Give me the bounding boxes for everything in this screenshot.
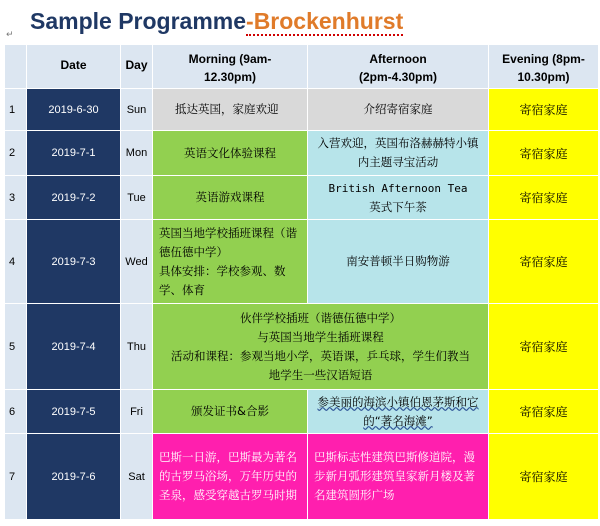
row-index: 7: [5, 434, 27, 520]
row-day: Tue: [121, 176, 153, 220]
header-evening-line1: Evening (8pm-: [502, 52, 585, 66]
fullday-activity: [153, 304, 489, 390]
morning-activity: [153, 89, 308, 131]
table-row: [5, 220, 599, 304]
activity-line: 具体安排：学校参观、数学、体育: [159, 263, 286, 297]
row-index: 6: [5, 390, 27, 434]
evening-activity: 寄宿家庭: [489, 434, 599, 520]
header-date: Date: [27, 45, 121, 89]
page-title: [30, 6, 403, 36]
afternoon-activity: [308, 434, 489, 520]
morning-activity: [153, 131, 308, 176]
paragraph-mark: ↵: [6, 30, 14, 40]
afternoon-activity: [308, 176, 489, 220]
activity-line: 参美丽的海滨小镇伯恩茅斯和它的“著名海滩”: [317, 394, 479, 428]
row-day: Sat: [121, 434, 153, 520]
row-index: 5: [5, 304, 27, 390]
header-evening: [489, 45, 599, 89]
title-main: Sample Programme: [30, 8, 247, 34]
row-date: 2019-6-30: [27, 89, 121, 131]
activity-line: 颁发证书&合影: [191, 404, 269, 418]
header-afternoon-line2: (2pm-4.30pm): [358, 70, 438, 84]
activity-line: 英国当地学校插班课程（谐德伍德中学）: [159, 225, 297, 259]
table-row: [5, 176, 599, 220]
row-index: 1: [5, 89, 27, 131]
afternoon-activity: [308, 89, 489, 131]
row-date: 2019-7-6: [27, 434, 121, 520]
activity-line: 入营欢迎，英国布洛赫赫特小镇内主题寻宝活动: [317, 136, 479, 169]
morning-activity: [153, 434, 308, 520]
row-date: 2019-7-1: [27, 131, 121, 176]
activity-line: 巴斯一日游，巴斯最为著名的古罗马浴场，万年历史的圣泉，感受穿越古罗马时期: [159, 450, 297, 502]
activity-line: British Afternoon Tea: [328, 181, 468, 195]
afternoon-activity: [308, 390, 489, 434]
activity-line: 伙伴学校插班（谐德伍德中学）: [240, 310, 401, 325]
table-row: [5, 131, 599, 176]
header-row: [5, 45, 599, 89]
row-day: Fri: [121, 390, 153, 434]
table-row: [5, 304, 599, 390]
header-day: Day: [121, 45, 153, 89]
afternoon-activity: [308, 131, 489, 176]
activity-line: 介绍寄宿家庭: [363, 102, 433, 116]
morning-activity: [153, 390, 308, 434]
header-afternoon: [308, 45, 489, 89]
activity-line: 巴斯标志性建筑巴斯修道院，漫步新月弧形建筑皇家新月楼及著名建筑圆形广场: [314, 450, 475, 502]
evening-activity: 寄宿家庭: [489, 131, 599, 176]
table-row: [5, 89, 599, 131]
header-morning-line2: 12.30pm): [203, 70, 257, 84]
row-date: 2019-7-2: [27, 176, 121, 220]
table-row: [5, 434, 599, 520]
morning-activity: [153, 176, 308, 220]
row-day: Sun: [121, 89, 153, 131]
programme-table: [4, 44, 599, 520]
activity-line: 英式下午茶: [369, 199, 427, 214]
header-morning: [153, 45, 308, 89]
row-index: 3: [5, 176, 27, 220]
activity-line: 与英国当地学生插班课程: [257, 329, 384, 344]
row-date: 2019-7-3: [27, 220, 121, 304]
header-evening-line2: 10.30pm): [517, 70, 570, 84]
afternoon-activity: [308, 220, 489, 304]
row-day: Thu: [121, 304, 153, 390]
row-date: 2019-7-4: [27, 304, 121, 390]
activity-line: 抵达英国，家庭欢迎: [175, 102, 279, 116]
header-morning-line1: Morning (9am-: [188, 52, 272, 66]
row-date: 2019-7-5: [27, 390, 121, 434]
activity-line: 活动和课程：参观当地小学，英语课，乒乓球，学生们教当地学生一些汉语短语: [171, 348, 470, 382]
table-row: [5, 390, 599, 434]
morning-activity: [153, 220, 308, 304]
row-index: 4: [5, 220, 27, 304]
row-index: 2: [5, 131, 27, 176]
evening-activity: 寄宿家庭: [489, 390, 599, 434]
evening-activity: 寄宿家庭: [489, 89, 599, 131]
evening-activity: 寄宿家庭: [489, 176, 599, 220]
header-index: [5, 45, 27, 89]
activity-line: 英语游戏课程: [195, 190, 265, 204]
evening-activity: 寄宿家庭: [489, 304, 599, 390]
header-afternoon-line1: Afternoon: [369, 52, 427, 66]
row-day: Wed: [121, 220, 153, 304]
row-day: Mon: [121, 131, 153, 176]
activity-line: 英语文化体验课程: [184, 145, 276, 160]
evening-activity: 寄宿家庭: [489, 220, 599, 304]
title-location: -Brockenhurst: [246, 8, 404, 34]
activity-line: 南安普顿半日购物游: [346, 254, 450, 268]
